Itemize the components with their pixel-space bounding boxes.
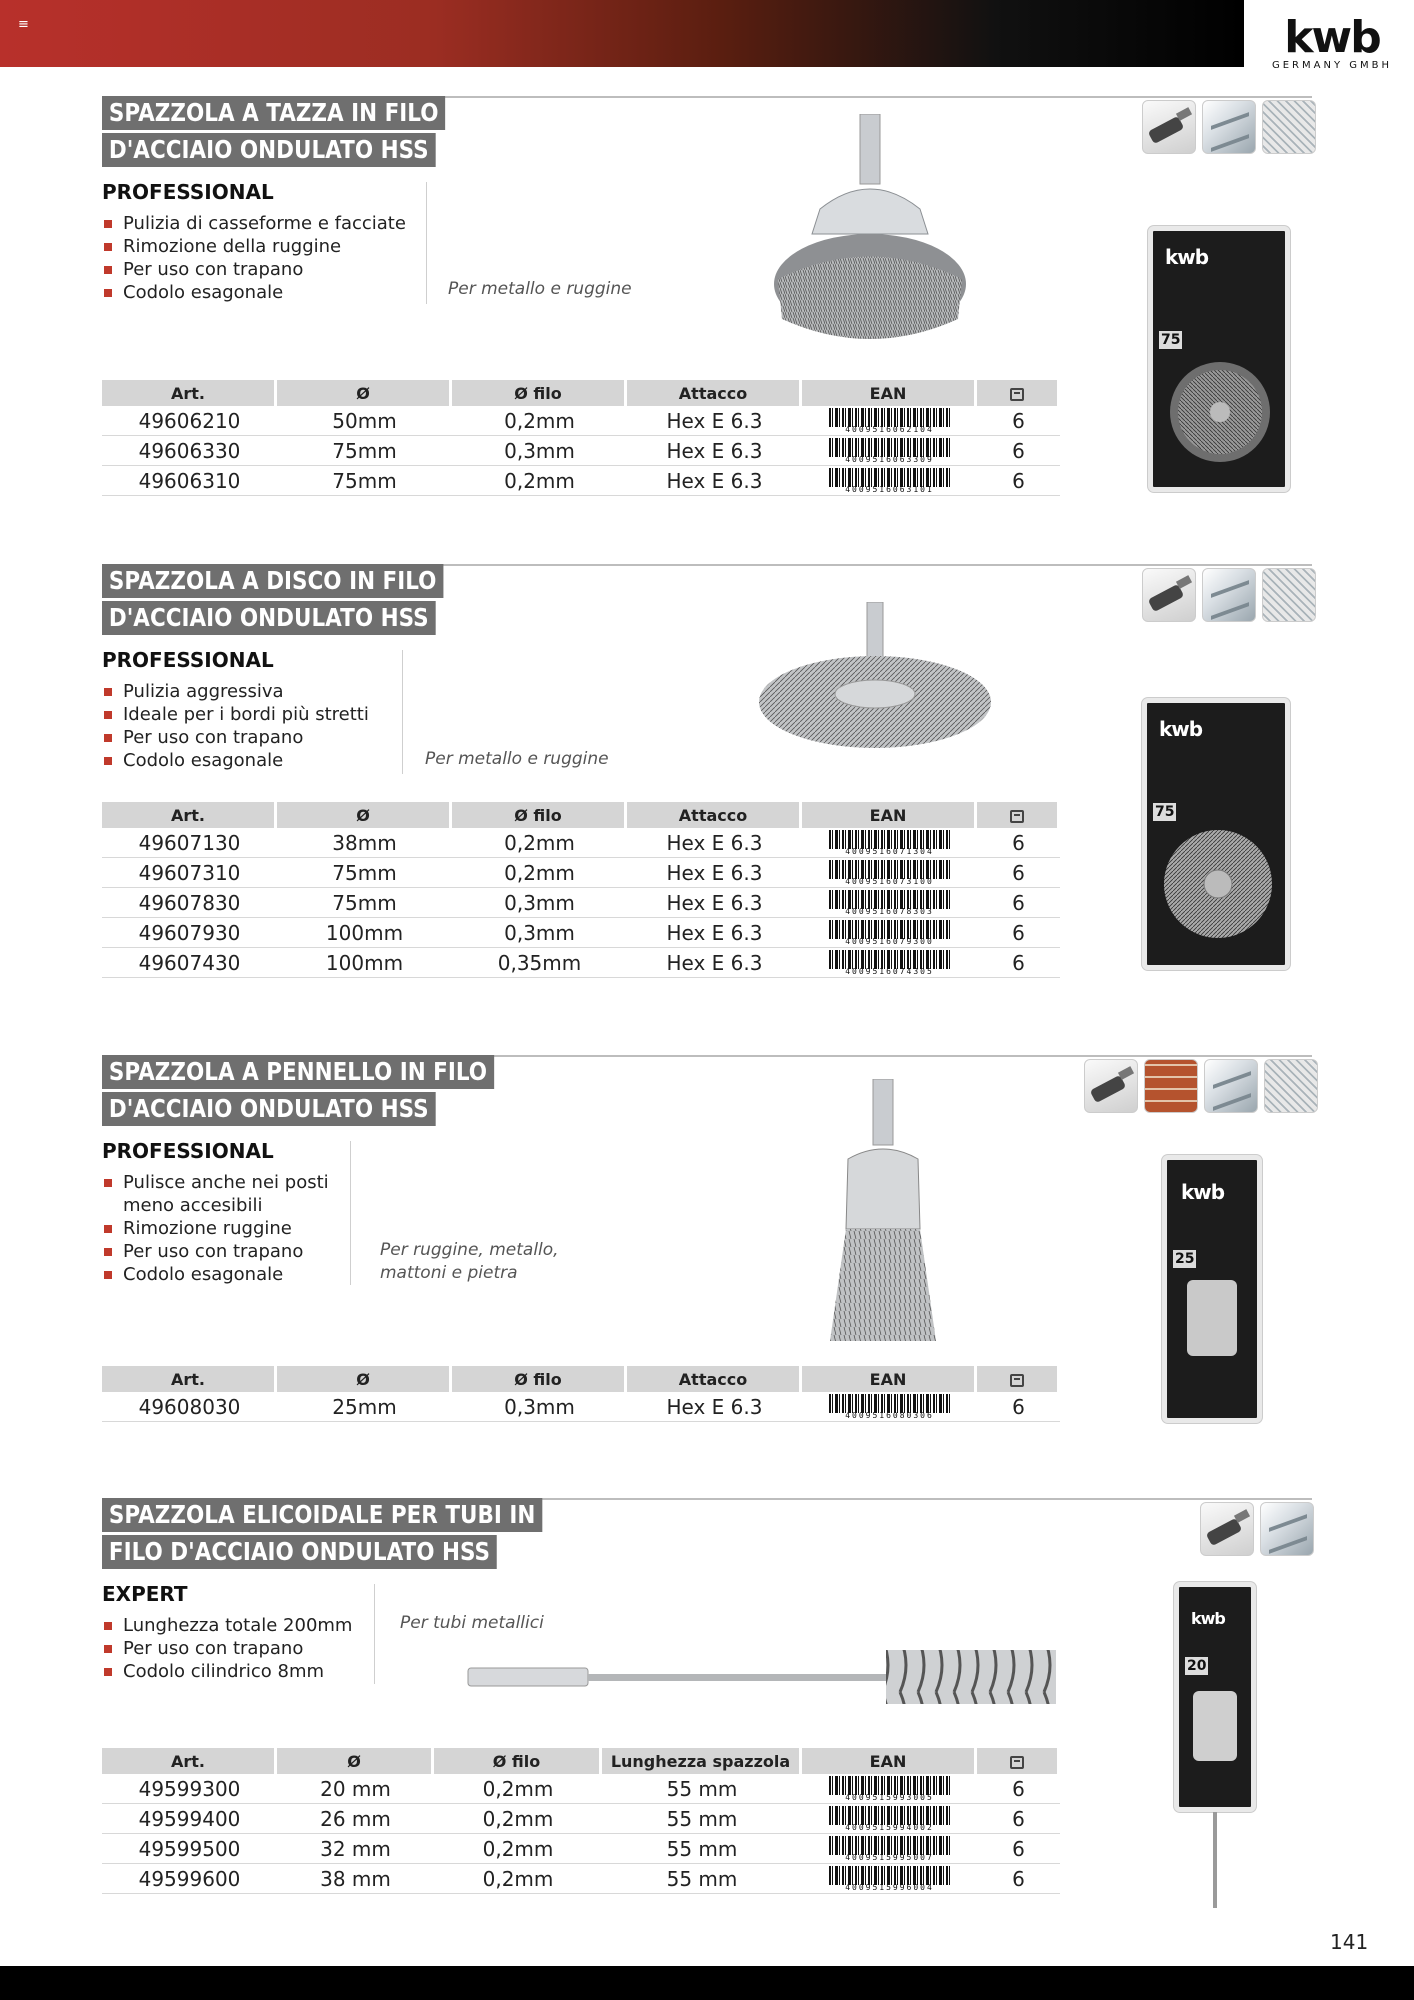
product-table [102,1366,1060,1422]
ean-cell [802,406,977,436]
quantity-cell: 6 [977,828,1060,858]
table-row [102,1864,1060,1894]
attachment-cell: Hex E 6.3 [627,948,802,978]
col-header: Lunghezza spazzola [602,1748,802,1774]
wire-cell: 0,2mm [434,1834,602,1864]
ean-cell [802,918,977,948]
col-header: Art. [102,1366,277,1392]
divider-line [426,182,427,304]
article-cell: 49608030 [102,1392,277,1422]
pack-size-badge: 75 [1161,332,1181,348]
steel-beam-icon [1202,100,1256,154]
ean-cell [802,1774,977,1804]
ean-cell [802,828,977,858]
wire-cell: 0,2mm [452,858,627,888]
attachment-cell: Hex E 6.3 [627,436,802,466]
article-cell: 49606210 [102,406,277,436]
quantity-cell: 6 [977,858,1060,888]
pack-icon [1010,810,1024,823]
title-line: SPAZZOLA A TAZZA IN FILO [102,96,445,130]
pack-icon [1010,1756,1024,1769]
col-header: Ø filo [434,1748,602,1774]
attachment-cell: Hex E 6.3 [627,466,802,496]
wire-cell: 0,35mm [452,948,627,978]
attachment-cell: 55 mm [602,1864,802,1894]
steel-beam-icon [1204,1059,1258,1113]
ean-number: 4009516063309 [845,454,934,464]
ean-cell [802,858,977,888]
col-header: Ø [277,380,452,406]
drill-icon [1142,568,1196,622]
table-row [102,1774,1060,1804]
table-row [102,828,1060,858]
disc-brush-image [755,602,995,762]
table-row [102,1804,1060,1834]
wire-cell: 0,3mm [452,1392,627,1422]
ean-number: 4009516074305 [845,966,934,976]
pack-qty-header [977,1366,1060,1392]
steel-beam-icon [1202,568,1256,622]
quantity-cell: 6 [977,436,1060,466]
pack-icon [1010,388,1024,401]
material-icons [1142,568,1316,622]
end-brush-image [818,1079,948,1349]
pack-size-badge: 75 [1155,804,1175,820]
table-row [102,436,1060,466]
title-line: FILO D'ACCIAIO ONDULATO HSS [102,1535,497,1569]
feature-item: Pulisce anche nei posti meno accesibili [102,1171,352,1217]
col-header: Ø [277,1366,452,1392]
col-header: Attacco [627,802,802,828]
diameter-cell: 75mm [277,466,452,496]
tier-label: PROFESSIONAL [102,1139,274,1163]
wire-cell: 0,3mm [452,436,627,466]
cup-brush-image [770,114,970,354]
attachment-cell: Hex E 6.3 [627,406,802,436]
barcode [829,408,951,434]
quantity-cell: 6 [977,466,1060,496]
usage-note: Per tubi metallici [400,1613,544,1633]
drill-icon [1142,100,1196,154]
col-header: Art. [102,1748,277,1774]
barcode [829,830,951,856]
attachment-cell: Hex E 6.3 [627,888,802,918]
attachment-cell: 55 mm [602,1804,802,1834]
brand-logo [1262,12,1402,74]
table-body [102,1774,1060,1894]
article-cell: 49599600 [102,1864,277,1894]
feature-item: Codolo esagonale [102,281,422,304]
section-title [102,1498,614,1572]
pack-size-badge: 25 [1175,1251,1195,1267]
pack-icon [1010,1374,1024,1387]
pack-logo: kwb [1191,1609,1225,1628]
usage-note: Per metallo e ruggine [425,749,609,769]
feature-item: Codolo esagonale [102,749,402,772]
feature-item: Rimozione della ruggine [102,235,422,258]
quantity-cell: 6 [977,1864,1060,1894]
product-section-disc-brush [0,564,1414,994]
pack-size-badge: 20 [1187,1658,1207,1674]
section-title [102,96,501,170]
diameter-cell: 75mm [277,436,452,466]
product-table [102,380,1060,496]
metal-mesh-icon [1262,100,1316,154]
ean-number: 4009516063101 [845,484,934,494]
diameter-cell: 32 mm [277,1834,434,1864]
table-body [102,828,1060,978]
diameter-cell: 75mm [277,888,452,918]
material-icons [1142,100,1316,154]
product-table [102,1748,1060,1894]
ean-cell [802,888,977,918]
ean-cell [802,1864,977,1894]
packaging-image [1174,1582,1256,1812]
barcode [829,1776,951,1802]
ean-cell [802,1834,977,1864]
feature-item: Per uso con trapano [102,1637,372,1660]
title-line: D'ACCIAIO ONDULATO HSS [102,601,435,635]
product-section-end-brush [0,1055,1414,1455]
ean-number: 4009516073100 [845,876,934,886]
product-table [102,802,1060,978]
article-cell: 49599500 [102,1834,277,1864]
divider-line [374,1584,375,1684]
pack-qty-header [977,802,1060,828]
ean-number: 4009516079300 [845,936,934,946]
tube-brush-image [466,1638,1056,1718]
article-cell: 49599400 [102,1804,277,1834]
wire-cell: 0,2mm [452,828,627,858]
ean-number: 4009516078303 [845,906,934,916]
usage-note: Per ruggine, metallo, mattoni e pietra [380,1240,559,1283]
article-cell: 49607310 [102,858,277,888]
barcode [829,1836,951,1862]
col-header: Ø filo [452,380,627,406]
article-cell: 49599300 [102,1774,277,1804]
ean-number: 4009515995007 [845,1852,934,1862]
bottom-bar [0,1966,1414,2000]
wire-cell: 0,3mm [452,918,627,948]
title-line: SPAZZOLA ELICOIDALE PER TUBI IN [102,1498,542,1532]
drill-icon [1200,1502,1254,1556]
col-header: EAN [802,802,977,828]
feature-list [102,212,422,304]
ean-number: 4009516080306 [845,1410,934,1420]
material-icons [1200,1502,1314,1556]
barcode [829,860,951,886]
ean-cell [802,1804,977,1834]
section-title [102,1055,558,1129]
quantity-cell: 6 [977,1804,1060,1834]
diameter-cell: 26 mm [277,1804,434,1834]
barcode [829,1394,951,1420]
wire-cell: 0,2mm [452,466,627,496]
product-section-tube-brush [0,1498,1414,1908]
barcode [829,468,951,494]
diameter-cell: 25mm [277,1392,452,1422]
divider-line [402,650,403,774]
col-header: Attacco [627,1366,802,1392]
diameter-cell: 38 mm [277,1864,434,1894]
pack-logo: kwb [1165,245,1209,269]
page-number: 141 [1330,1930,1369,1954]
ean-cell [802,948,977,978]
logo-word: kwb [1284,12,1380,63]
pack-logo: kwb [1181,1180,1225,1204]
col-header: Art. [102,380,277,406]
quantity-cell: 6 [977,406,1060,436]
wire-cell: 0,2mm [434,1804,602,1834]
diameter-cell: 100mm [277,918,452,948]
wire-cell: 0,2mm [452,406,627,436]
feature-item: Pulizia aggressiva [102,680,402,703]
quantity-cell: 6 [977,1834,1060,1864]
divider-line [350,1141,351,1285]
col-header: EAN [802,1366,977,1392]
barcode [829,890,951,916]
attachment-cell: Hex E 6.3 [627,828,802,858]
feature-item: Codolo esagonale [102,1263,352,1286]
ean-cell [802,1392,977,1422]
attachment-cell: 55 mm [602,1834,802,1864]
quantity-cell: 6 [977,948,1060,978]
metal-mesh-icon [1264,1059,1318,1113]
metal-mesh-icon [1262,568,1316,622]
brick-icon [1144,1059,1198,1113]
table-row [102,918,1060,948]
pack-logo: kwb [1159,717,1203,741]
feature-list [102,1614,372,1683]
feature-item: Ideale per i bordi più stretti [102,703,402,726]
wire-cell: 0,2mm [434,1864,602,1894]
ean-number: 4009515993005 [845,1792,934,1802]
logo-subtitle: GERMANY GMBH [1271,60,1392,71]
ean-number: 4009515996004 [845,1882,934,1892]
top-banner [0,0,1244,67]
diameter-cell: 75mm [277,858,452,888]
title-line: D'ACCIAIO ONDULATO HSS [102,1092,435,1126]
tier-label: PROFESSIONAL [102,648,274,672]
diameter-cell: 38mm [277,828,452,858]
col-header: EAN [802,380,977,406]
article-cell: 49606310 [102,466,277,496]
product-section-cup-brush [0,96,1414,506]
diameter-cell: 100mm [277,948,452,978]
table-row [102,888,1060,918]
packaging-image [1142,698,1290,970]
table-body [102,1392,1060,1422]
ean-cell [802,436,977,466]
quantity-cell: 6 [977,918,1060,948]
wire-cell: 0,3mm [452,888,627,918]
attachment-cell: Hex E 6.3 [627,1392,802,1422]
table-row [102,858,1060,888]
diameter-cell: 50mm [277,406,452,436]
ean-number: 4009516062104 [845,424,934,434]
ean-cell [802,466,977,496]
col-header: EAN [802,1748,977,1774]
attachment-cell: Hex E 6.3 [627,858,802,888]
quantity-cell: 6 [977,1392,1060,1422]
steel-beam-icon [1260,1502,1314,1556]
article-cell: 49607830 [102,888,277,918]
quantity-cell: 6 [977,1774,1060,1804]
packaging-image [1162,1155,1262,1423]
packaging-image [1148,226,1290,492]
col-header: Art. [102,802,277,828]
attachment-cell: Hex E 6.3 [627,918,802,948]
diameter-cell: 20 mm [277,1774,434,1804]
title-line: D'ACCIAIO ONDULATO HSS [102,133,435,167]
feature-item: Per uso con trapano [102,726,402,749]
attachment-cell: 55 mm [602,1774,802,1804]
col-header: Ø filo [452,1366,627,1392]
pack-qty-header [977,1748,1060,1774]
barcode [829,920,951,946]
wire-cell: 0,2mm [434,1774,602,1804]
feature-list [102,1171,352,1286]
section-title [102,564,499,638]
article-cell: 49607130 [102,828,277,858]
table-row [102,466,1060,496]
feature-item: Pulizia di casseforme e facciate [102,212,422,235]
feature-item: Codolo cilindrico 8mm [102,1660,372,1683]
tier-label: PROFESSIONAL [102,180,274,204]
article-cell: 49606330 [102,436,277,466]
col-header: Attacco [627,380,802,406]
table-body [102,406,1060,496]
feature-item: Lunghezza totale 200mm [102,1614,372,1637]
table-row [102,1834,1060,1864]
table-row [102,1392,1060,1422]
feature-item: Per uso con trapano [102,258,422,281]
drill-icon [1084,1059,1138,1113]
col-header: Ø [277,1748,434,1774]
table-row [102,406,1060,436]
col-header: Ø filo [452,802,627,828]
barcode [829,1806,951,1832]
article-cell: 49607430 [102,948,277,978]
title-line: SPAZZOLA A PENNELLO IN FILO [102,1055,494,1089]
menu-icon[interactable]: ≡ [18,17,29,32]
feature-item: Per uso con trapano [102,1240,352,1263]
ean-number: 4009516071304 [845,846,934,856]
pack-qty-header [977,380,1060,406]
feature-list [102,680,402,772]
feature-item: Rimozione ruggine [102,1217,352,1240]
col-header: Ø [277,802,452,828]
barcode [829,438,951,464]
barcode [829,950,951,976]
ean-number: 4009515994002 [845,1822,934,1832]
pack-shaft [1213,1812,1217,1908]
barcode [829,1866,951,1892]
material-icons [1084,1059,1318,1113]
table-row [102,948,1060,978]
article-cell: 49607930 [102,918,277,948]
quantity-cell: 6 [977,888,1060,918]
usage-note: Per metallo e ruggine [448,279,632,299]
tier-label: EXPERT [102,1582,188,1606]
title-line: SPAZZOLA A DISCO IN FILO [102,564,443,598]
